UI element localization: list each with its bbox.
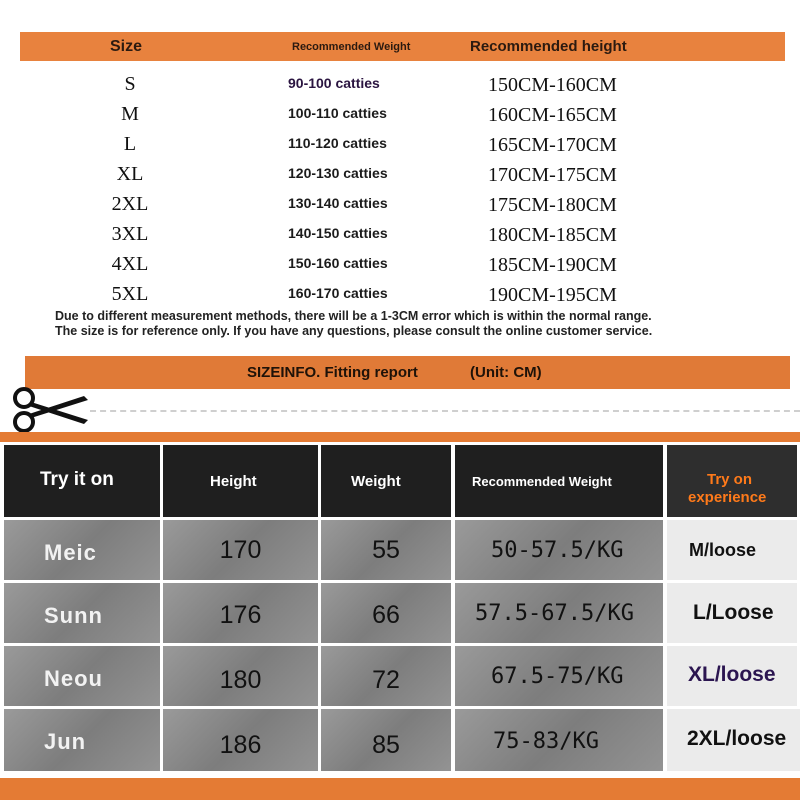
size-cell: XL bbox=[116, 163, 144, 185]
fitting-report-title: SIZEINFO. Fitting report bbox=[247, 364, 418, 381]
tester-name: Neou bbox=[44, 666, 103, 691]
height-cell: 170CM-175CM bbox=[488, 164, 617, 186]
size-cell: 3XL bbox=[111, 223, 149, 245]
size-row bbox=[0, 190, 800, 220]
experience-header-line2: experience bbox=[688, 489, 767, 506]
fitting-table-frame bbox=[0, 432, 800, 800]
size-row bbox=[0, 70, 800, 100]
tester-name: Meic bbox=[44, 540, 97, 565]
tester-height: 176 bbox=[219, 601, 262, 629]
experience-header-line1: Try on bbox=[707, 471, 753, 488]
try-it-on-header bbox=[4, 445, 160, 517]
weight-cell: 160-170 catties bbox=[288, 285, 388, 301]
tester-weight: 85 bbox=[372, 731, 400, 759]
tester-experience: L/Loose bbox=[693, 601, 774, 624]
height-header bbox=[163, 445, 318, 517]
tester-weight-cell bbox=[321, 709, 451, 771]
height-cell: 185CM-190CM bbox=[488, 254, 617, 276]
size-row bbox=[0, 280, 800, 310]
tester-weight: 55 bbox=[372, 536, 400, 564]
tester-recommended-cell bbox=[455, 520, 663, 580]
weight-cell: 140-150 catties bbox=[288, 225, 388, 241]
size-table-header bbox=[20, 32, 785, 61]
size-cell: L bbox=[123, 133, 137, 155]
tester-height-cell bbox=[163, 583, 318, 643]
tester-experience: M/loose bbox=[689, 540, 757, 560]
weight-cell: 130-140 catties bbox=[288, 195, 388, 211]
reference-note: The size is for reference only. If you have any questions, please consult the online customer service. bbox=[55, 324, 653, 338]
tester-recommended-cell bbox=[455, 583, 663, 643]
weight-header-label: Weight bbox=[351, 473, 401, 490]
weight-cell: 120-130 catties bbox=[288, 165, 388, 181]
height-cell: 180CM-185CM bbox=[488, 224, 617, 246]
tester-name-cell bbox=[4, 709, 160, 771]
try-it-on-header-label: Try it on bbox=[40, 469, 114, 490]
height-cell: 160CM-165CM bbox=[488, 104, 617, 126]
weight-cell: 90-100 catties bbox=[288, 75, 380, 91]
fitting-report-unit: (Unit: CM) bbox=[470, 364, 542, 381]
tester-experience-cell bbox=[667, 709, 800, 771]
tester-name-cell bbox=[4, 520, 160, 580]
tester-recommended: 57.5-67.5/KG bbox=[475, 601, 634, 626]
fitting-report-banner bbox=[25, 356, 790, 389]
recommended-weight-header bbox=[455, 445, 663, 517]
cut-line bbox=[90, 410, 800, 412]
size-row bbox=[0, 220, 800, 250]
height-cell: 190CM-195CM bbox=[488, 284, 617, 306]
tester-weight-cell bbox=[321, 520, 451, 580]
tester-recommended-cell bbox=[455, 646, 663, 706]
size-cell: 2XL bbox=[111, 193, 149, 215]
tester-height-cell bbox=[163, 646, 318, 706]
tester-experience-cell bbox=[667, 646, 797, 706]
size-column-header: Size bbox=[110, 37, 143, 55]
size-row bbox=[0, 130, 800, 160]
tester-height: 170 bbox=[219, 536, 262, 564]
size-cell: M bbox=[121, 103, 139, 125]
height-cell: 165CM-170CM bbox=[488, 134, 617, 156]
fitting-table bbox=[0, 442, 800, 782]
tester-name: Sunn bbox=[44, 603, 103, 628]
size-cell: S bbox=[124, 73, 136, 95]
tester-weight-cell bbox=[321, 646, 451, 706]
weight-column-header: Recommended Weight bbox=[292, 40, 411, 53]
size-cell: 5XL bbox=[111, 283, 149, 305]
tester-recommended: 50-57.5/KG bbox=[491, 538, 624, 563]
size-row bbox=[0, 160, 800, 190]
tester-experience: XL/loose bbox=[688, 663, 776, 686]
weight-header bbox=[321, 445, 451, 517]
tester-height: 180 bbox=[219, 666, 262, 694]
size-row bbox=[0, 250, 800, 280]
tester-experience-cell bbox=[667, 583, 797, 643]
recommended-weight-header-label: Recommended Weight bbox=[472, 474, 612, 489]
tester-height-cell bbox=[163, 709, 318, 771]
tester-recommended-cell bbox=[455, 709, 663, 771]
tester-experience-cell bbox=[667, 520, 797, 580]
weight-cell: 150-160 catties bbox=[288, 255, 388, 271]
tester-name: Jun bbox=[44, 729, 87, 754]
bottom-orange-bar bbox=[0, 778, 800, 800]
height-cell: 150CM-160CM bbox=[488, 74, 617, 96]
height-header-label: Height bbox=[210, 473, 257, 490]
tester-height: 186 bbox=[219, 731, 262, 759]
tester-height-cell bbox=[163, 520, 318, 580]
size-cell: 4XL bbox=[111, 253, 149, 275]
scissors-icon bbox=[10, 386, 90, 434]
tester-recommended: 67.5-75/KG bbox=[491, 664, 624, 689]
weight-cell: 110-120 catties bbox=[288, 135, 387, 151]
tester-recommended: 75-83/KG bbox=[493, 729, 599, 754]
tester-weight-cell bbox=[321, 583, 451, 643]
measurement-note: Due to different measurement methods, there will be a 1-3CM error which is within the normal range. bbox=[55, 309, 652, 323]
tester-name-cell bbox=[4, 646, 160, 706]
tester-name-cell bbox=[4, 583, 160, 643]
height-cell: 175CM-180CM bbox=[488, 194, 617, 216]
tester-weight: 66 bbox=[372, 601, 400, 629]
experience-header bbox=[667, 445, 797, 517]
weight-cell: 100-110 catties bbox=[288, 105, 387, 121]
tester-weight: 72 bbox=[372, 666, 400, 694]
size-row bbox=[0, 100, 800, 130]
height-column-header: Recommended height bbox=[470, 38, 627, 55]
tester-experience: 2XL/loose bbox=[687, 727, 787, 750]
